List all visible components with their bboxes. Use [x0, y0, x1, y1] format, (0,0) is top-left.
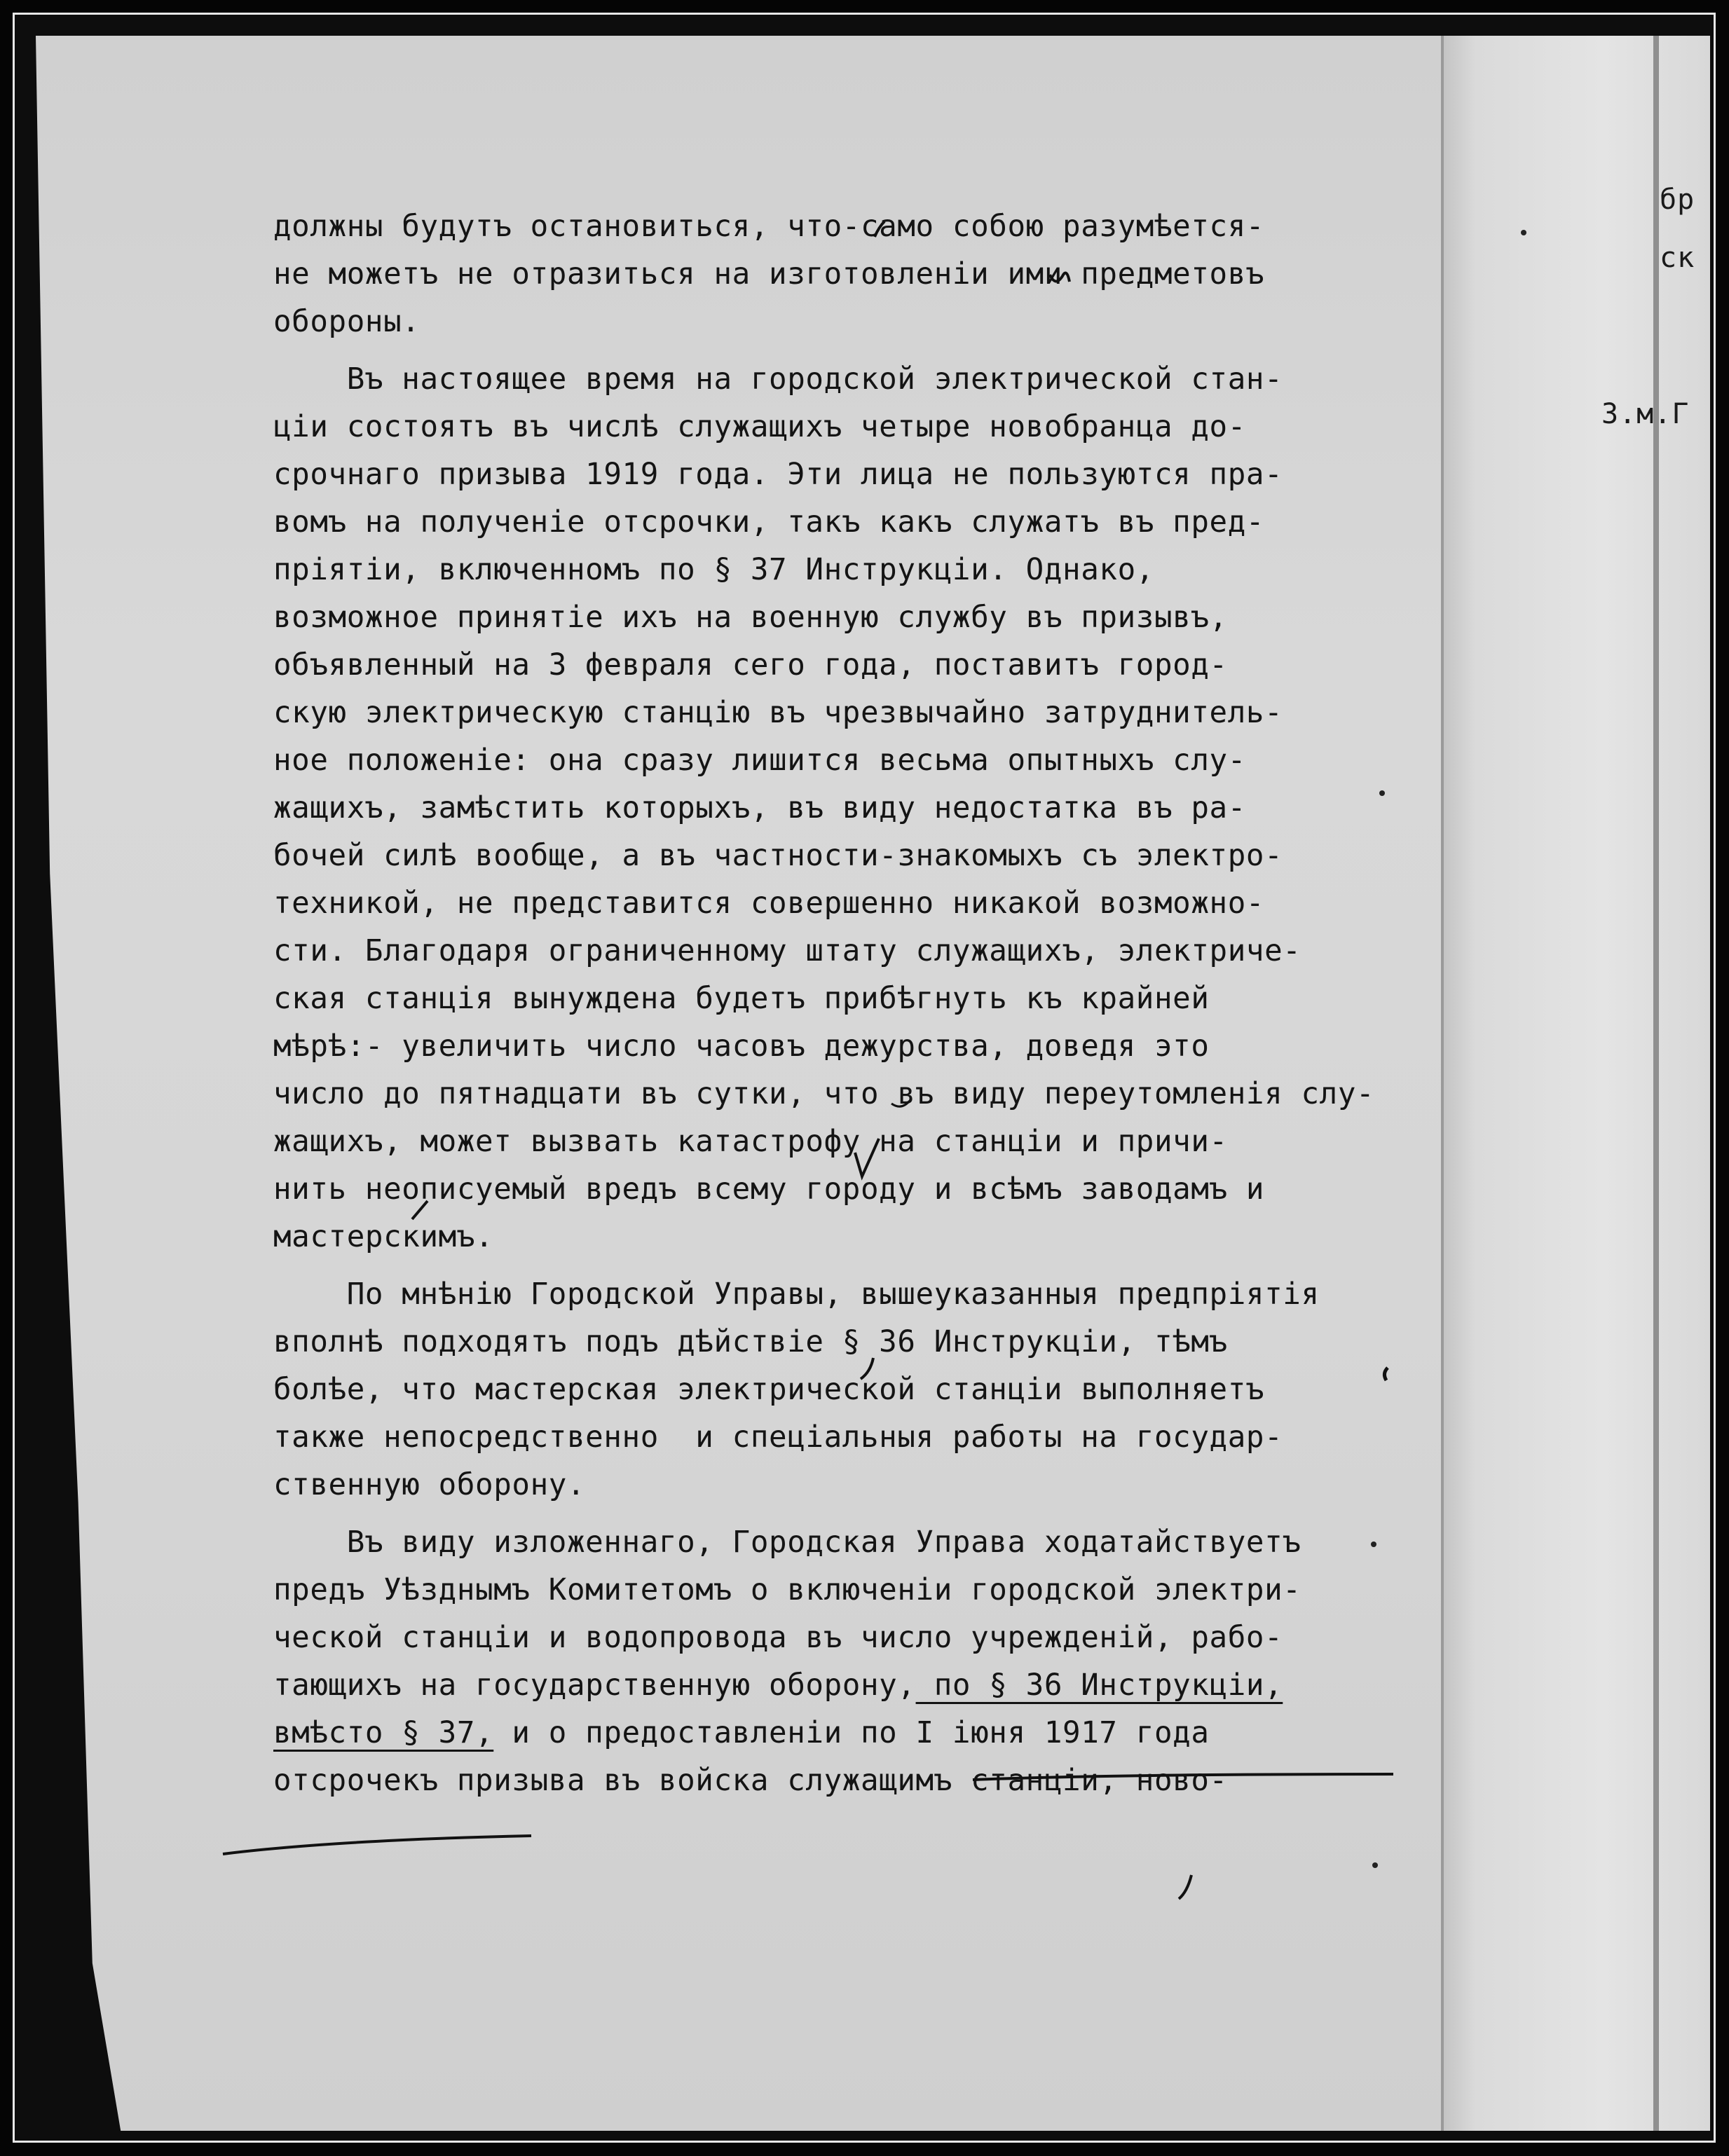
text-line: техникой, не представится совершенно никакой возможно-: [273, 886, 1265, 921]
adjacent-fragment-2: ск: [1660, 242, 1695, 274]
text-line: вомъ на полученіе отсрочки, такъ какъ служатъ въ пред-: [273, 505, 1265, 540]
text-line: [273, 1662, 1409, 1710]
adjacent-fragment-3: 3.м.Г: [1601, 398, 1690, 430]
ink-speck: [1371, 1542, 1376, 1547]
text-segment: и о предоставленіи по I іюня 1917 года: [493, 1716, 1210, 1750]
underlined-reference: вмѣсто § 37,: [273, 1716, 494, 1750]
text-line: пріятіи, включенномъ по § 37 Инструкціи. Однако,: [273, 553, 1154, 587]
paragraph-1: [273, 203, 1409, 346]
text-line: Въ настоящее время на городской электрической стан-: [273, 362, 1283, 397]
underlined-reference: по § 36 Инструкціи,: [915, 1668, 1283, 1703]
ink-speck: [1372, 1862, 1378, 1868]
text-line: мастерскимъ.: [273, 1220, 494, 1254]
text-line: обороны.: [273, 305, 421, 339]
text-line: мѣрѣ:- увеличить число часовъ дежурства, доведя это: [273, 1029, 1210, 1064]
text-line: жащихъ, замѣстить которыхъ, въ виду недостатка въ ра-: [273, 791, 1246, 825]
adjacent-page: [1441, 36, 1710, 2131]
document-body: [273, 203, 1409, 1805]
text-line: число до пятнадцати въ сутки, что въ виду переутомленія слу-: [273, 1077, 1375, 1111]
text-line: отсрочекъ призыва въ войска служащимъ станціи, ново-: [273, 1764, 1228, 1798]
text-segment: тающихъ на государственную оборону,: [273, 1668, 916, 1703]
page-edge: [1653, 36, 1659, 2131]
text-line: вполнѣ подходятъ подъ дѣйствіе § 36 Инструкціи, тѣмъ: [273, 1325, 1228, 1359]
paragraph-4: [273, 1519, 1409, 1805]
text-line: должны будутъ остановиться, что-само собою разумѣется-: [273, 210, 1265, 244]
text-line: также непосредственно и спеціальныя работы на государ-: [273, 1420, 1283, 1455]
text-line: Въ виду изложеннаго, Городская Управа ходатайствуетъ: [273, 1525, 1301, 1560]
paragraph-2: [273, 356, 1409, 1261]
text-line: нить неописуемый вредъ всему городу и всѣмъ заводамъ и: [273, 1172, 1265, 1207]
text-line: сти. Благодаря ограниченному штату служащихъ, электриче-: [273, 934, 1301, 968]
text-line: ціи состоятъ въ числѣ служащихъ четыре новобранца до-: [273, 410, 1246, 444]
text-line: предъ Уѣзднымъ Комитетомъ о включеніи городской электри-: [273, 1573, 1301, 1607]
text-line: ное положеніе: она сразу лишится весьма опытныхъ слу-: [273, 743, 1246, 778]
text-line: не можетъ не отразиться на изготовленіи ими предметовъ: [273, 257, 1265, 291]
text-line: По мнѣнію Городской Управы, вышеуказанныя предпріятія: [273, 1277, 1320, 1312]
text-line: ская станція вынуждена будетъ прибѣгнуть къ крайней: [273, 982, 1210, 1016]
text-line: ческой станціи и водопровода въ число учрежденій, рабо-: [273, 1621, 1283, 1655]
ink-speck: [1379, 790, 1385, 796]
text-line: ственную оборону.: [273, 1468, 586, 1502]
text-line: объявленный на 3 февраля сего года, поставитъ город-: [273, 648, 1228, 682]
text-line: болѣе, что мастерская электрической станціи выполняетъ: [273, 1373, 1265, 1407]
text-line: возможное принятіе ихъ на военную службу въ призывъ,: [273, 600, 1228, 635]
text-line: бочей силѣ вообще, а въ частности-знакомыхъ съ электро-: [273, 839, 1283, 873]
text-line: скую электрическую станцію въ чрезвычайно затруднитель-: [273, 696, 1283, 730]
text-line: жащихъ, может вызвать катастрофу на станціи и причи-: [273, 1125, 1228, 1159]
paragraph-3: [273, 1271, 1409, 1509]
adjacent-fragment-1: бр: [1660, 184, 1695, 216]
text-line: [273, 1710, 1409, 1757]
text-line: срочнаго призыва 1919 года. Эти лица не пользуются пра-: [273, 458, 1283, 492]
ink-speck: [1521, 230, 1526, 235]
